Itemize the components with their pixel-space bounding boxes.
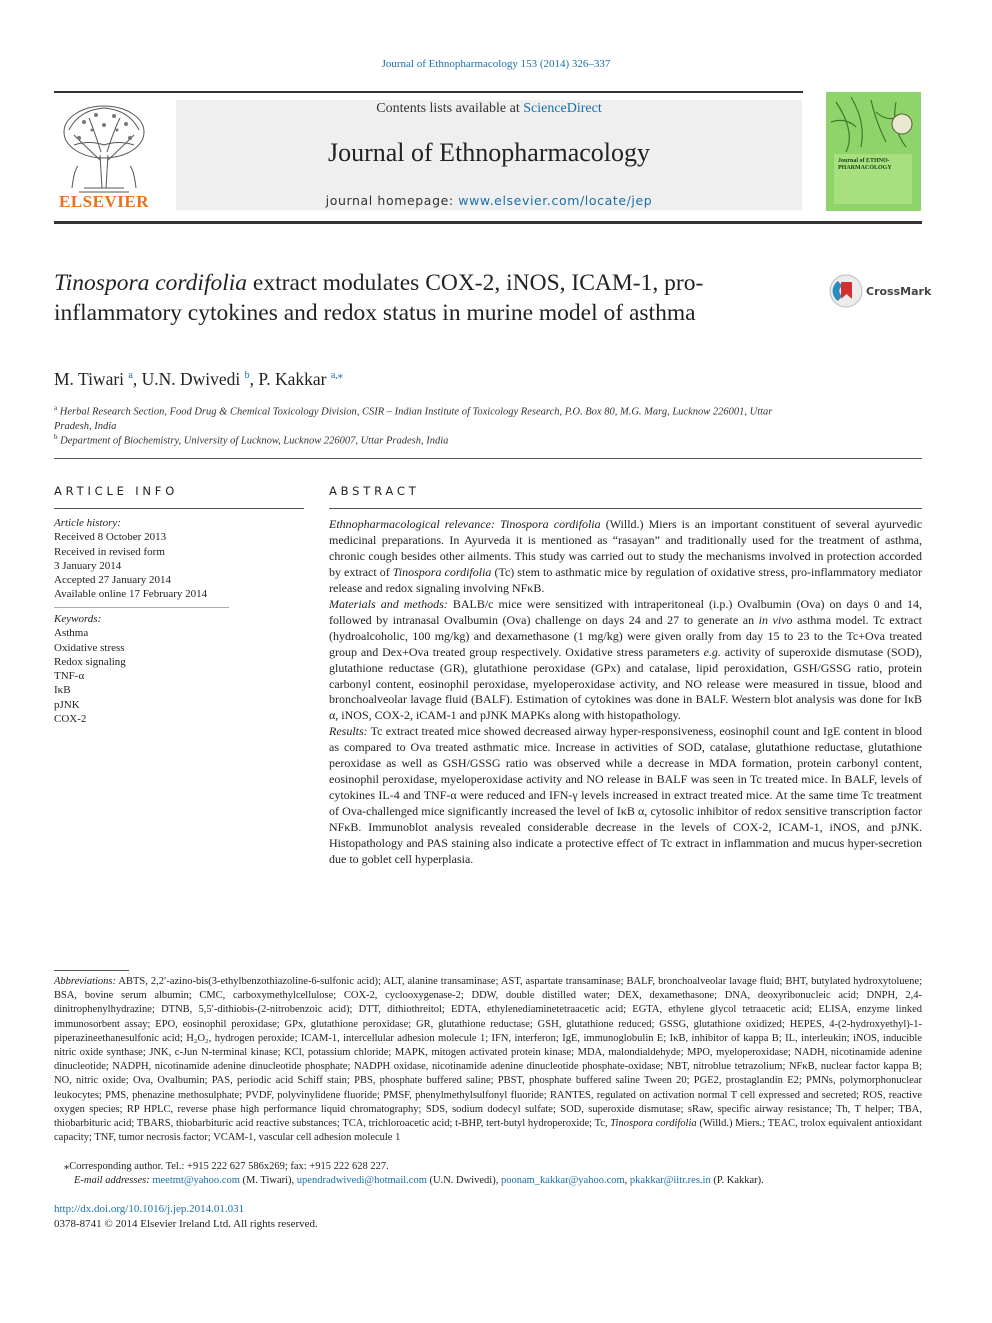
keyword: Redox signaling (54, 655, 126, 668)
affil-text: Herbal Research Section, Food Drug & Chemical Toxicology Division, CSIR – Indian Institute of Toxicology Research, P.O. Box 80, M.G. Marg, Lucknow 226001, Uttar Pradesh, India (54, 406, 773, 432)
keyword: pJNK (54, 698, 80, 711)
keywords-rule (54, 607, 229, 608)
keywords-label: Keywords: (54, 613, 102, 625)
methods-italic: in vivo (758, 612, 793, 627)
email-separator: , (624, 1175, 630, 1186)
contents-prefix: Contents lists available at (376, 101, 524, 116)
methods-text: BALB/c mice were sensitized with intraperitoneal (i.p.) Ovalbumin (Ova) on days 0 and 14, followed by intranasal Ovalbumin (Ova) challenge on days 24 and 27 to generate an (329, 596, 923, 627)
author-affil-mark[interactable]: b (244, 370, 250, 382)
abstract-rule (329, 508, 922, 509)
footnote-rule (54, 970, 129, 971)
affil-mark: a (54, 404, 58, 412)
relevance-heading: Ethnopharmacological relevance: (329, 517, 495, 531)
abstract-heading: ABSTRACT (329, 484, 420, 498)
journal-title: Journal of Ethnopharmacology (327, 138, 651, 167)
affiliation-b (54, 430, 804, 449)
abbrev-heading: Abbreviations: (54, 976, 117, 987)
email-owner: (U.N. Dwivedi), (426, 1175, 501, 1186)
sciencedirect-link[interactable]: ScienceDirect (523, 101, 602, 116)
email-link[interactable]: poonam_kakkar@yahoo.com (500, 1175, 625, 1186)
affil-text: Department of Biochemistry, University of Lucknow, Lucknow 226007, Uttar Pradesh, India (60, 435, 449, 447)
author-list: M. Tiwari $^a$, U.N. Dwivedi $^b$, P. Kakkar $^{a,⁎}$ (54, 369, 343, 389)
abbrev-text: ABTS, 2,2′-azino-bis(3-ethylbenzothiazoline-6-sulfonic acid); ALT, alanine transaminase; AST, aspartate transaminase; BALF, bronchoalveolar lavage fluid; BHT, butylated hydroxytoluene; BSA, bovine serum albumin; CMC, carboxymethylcellulose; COX-2, cyclooxygenase-2; DDW, double distilled water; DEX, dexamethasone; DNA, deoxyribonucleic acid; DNPH, 2,4-dinitrophenylhydrazine; DTNB, 5,5′-dithiobis-(2-nitrobenzoic acid); DTT, dithiothreitol; EDTA, ethylenediaminetetraacetic acid; EGTA, ethylene glycol tetraacetic acid; ELISA, enzyme linked immunosorbent assay; EPO, eosinophil peroxidase; GPx, glutathione peroxidase; GR, glutathione reductase; GSH, glutathione reduced; GSSG, glutathione oxidized; HEPES, 4-(2-hydroxyethyl)-1-piperazineethanesulfonic acid; H₂O₂, hydrogen peroxide; ICAM-1, intercellular adhesion molecule 1; IFN, interferon; IgE, immunoglobulin E; IκB, inhibitor of kappa B; IL, interleukin; iNOS, inducible nitric oxide synthase; JNK, c-Jun N-terminal kinase; KCl, potassium chloride; MAPK, mitogen activated protein kinase; MDA, malondialdehyde; MPO, myeloperoxidase; NADH, nicotinamide adenine dinucleotide; NADPH, nicotinamide adenine dinucleotide phosphate; NADPH oxidase, nicotinamide adenine dinucleotide phosphate-oxidase; NBT, nitroblue tetrazolium; NFκB, nuclear factor kappa B; NO, nitric oxide; Ova, Ovalbumin; PAS, periodic acid Schiff stain; PBS, phosphate buffered saline; PBST, phosphate buffered saline Tween 20; PGE2, prostaglandin E2; PMNs, polymorphonuclear leukocytes; PMS, phenazine methosulphate; PVDF, polyvinylidene fluoride; PMSF, phenylmethylsulfonyl fluoride; RANTES, regulated on activation normal T cell expressed and secreted; ROS, reactive oxygen species; RP HPLC, reverse phase high performance liquid chromatography; SDS, sodium dodecyl sulfate; SOD, superoxide dismutase; sRaw, specific airway resistance; Th, T helper; TBA, thiobarbituric acid; TBARS, thiobarbituric acid reactive substances; TCA, trichloroacetic acid; t-BHP, tert-butyl hydroperoxide; Tc, (54, 976, 922, 1130)
abstract-relevance (329, 517, 922, 597)
email-link[interactable]: meetmt@yahoo.com (152, 1175, 240, 1186)
header-bottom-rule (54, 221, 922, 224)
email-link[interactable]: upendradwivedi@hotmail.com (296, 1175, 427, 1186)
cover-title: Journal of ETHNO-PHARMACOLOGY (838, 158, 892, 171)
keyword: COX-2 (54, 713, 87, 726)
title-rest: extract modulates COX-2, iNOS, ICAM-1, pro-inflammatory cytokines and redox status in murine model of asthma (54, 270, 704, 326)
doi-link[interactable]: http://dx.doi.org/10.1016/j.jep.2014.01.031 (54, 1203, 245, 1215)
author-name[interactable]: M. Tiwari (54, 369, 125, 389)
abbrev-text: (Willd.) Miers.; TEAC, trolox equivalent antioxidant capacity; TNF, tumor necrosis factor; VCAM-1, vascular cell adhesion molecule 1 (54, 1118, 922, 1144)
journal-homepage (176, 193, 802, 208)
keyword: Asthma (54, 627, 89, 640)
abstract-methods (329, 597, 922, 725)
journal-cover-thumbnail[interactable] (826, 92, 921, 211)
methods-text: asthma model. Tc extract (hydroalcoholic, 100 mg/kg) and dexamethasone (1 mg/kg) were given orally from day 15 to 23 to the Tc+Ova treated group and Dex+Ova treated group respectively. Oxidative stress parameters (329, 612, 922, 659)
history-label: Article history: (54, 517, 121, 529)
keyword: TNF-α (54, 670, 85, 683)
elsevier-logo-text[interactable]: ELSEVIER (59, 192, 149, 211)
crossmark-icon[interactable] (829, 274, 863, 308)
header-top-rule (54, 91, 803, 93)
author-affil-mark[interactable]: a (128, 370, 133, 382)
results-text: Tc extract treated mice showed decreased airway hyper-responsiveness, eosinophil count and IgE content in blood as compared to Ova treated asthmatic mice. Increase in activities of SOD, catalase, glutathione reductase, glutathione peroxidase as well as GSH/GSSG ratio was observed while a decrease in MDA formation, protein carbonyl content, eosinophil peroxidase, myeloperoxidase activity and NO release in BALF was seen in Tc treated mice. In BALF, levels of cytokines IL-4 and TNF-α were reduced and IFN-γ levels increased in extract treated mice. At the same time Tc treatment of Ova-challenged mice significantly increased the level of IκB α, cytosolic inhibitor of redox sensitive transcription factor NFκB. Immunoblot analysis revealed considerable decrease in the levels of COX-2, ICAM-1, iNOS, and pJNK. Histopathology and PAS staining also indicate a protective effect of Tc extract in inflammation and mucus hyper-secretion due to goblet cell hyperplasia. (329, 724, 922, 867)
keywords (54, 612, 284, 726)
article-info-rule (54, 508, 304, 509)
article-info-heading: ARTICLE INFO (54, 484, 179, 498)
abbreviations-footnote (54, 975, 922, 1145)
email-addresses (54, 1174, 942, 1188)
abstract-body (329, 517, 922, 868)
methods-heading: Materials and methods: (329, 596, 448, 611)
cover-art-icon (826, 92, 921, 211)
contents-line (176, 101, 802, 117)
methods-italic: e.g. (703, 644, 721, 659)
email-link[interactable]: pkakkar@iitr.res.in (629, 1175, 711, 1186)
article-history (54, 516, 284, 602)
abbrev-species: Tinospora cordifolia (610, 1118, 697, 1130)
affil-mark: b (54, 433, 58, 441)
history-item: 3 January 2014 (54, 559, 122, 572)
abstract-results (329, 724, 922, 868)
keyword: Oxidative stress (54, 641, 125, 654)
history-item: Received in revised form (54, 545, 165, 558)
history-item: Accepted 27 January 2014 (54, 574, 171, 587)
copyright-line: 0378-8741 © 2014 Elsevier Ireland Ltd. All rights reserved. (54, 1218, 318, 1230)
crossmark-label[interactable]: CrossMark (866, 285, 932, 298)
corresponding-author: ⁎Corresponding author. Tel.: +915 222 627 586x269; fax: +915 222 628 227. (64, 1161, 389, 1172)
email-owner: (P. Kakkar). (710, 1175, 764, 1186)
keyword: IκB (54, 684, 71, 697)
history-item: Received 8 October 2013 (54, 531, 167, 544)
homepage-link[interactable]: www.elsevier.com/locate/jep (458, 193, 653, 208)
homepage-prefix: journal homepage: (325, 193, 459, 208)
relevance-text: (Tc) stem to asthmatic mice by regulation of oxidative stress, pro-inflammatory mediator release and redox signaling involving NFκB. (329, 564, 922, 595)
species-name: Tinospora cordifolia (500, 517, 601, 531)
section-rule (54, 458, 922, 459)
title-species: Tinospora cordifolia (54, 270, 248, 296)
email-owner: (M. Tiwari), (239, 1175, 297, 1186)
article-title (54, 268, 754, 328)
species-name: Tinospora cordifolia (392, 564, 492, 579)
results-heading: Results: (329, 724, 368, 739)
author-name[interactable]: U.N. Dwivedi (141, 369, 241, 389)
author-name[interactable]: P. Kakkar (258, 369, 327, 389)
email-label: E-mail addresses: (74, 1175, 150, 1186)
history-item: Available online 17 February 2014 (54, 588, 208, 601)
relevance-text: (Willd.) Miers is an important constituent of several ayurvedic medicinal preparations. In Ayurveda it is mentioned as “rasayan” and traditionally used for the treatment of asthma, chronic cough besides other ailments. This study was carried out to study the mechanisms involved in protection accorded by extract of (329, 517, 923, 579)
methods-text: activity of superoxide dismutase (SOD), glutathione reductase (GR), glutathione peroxidase (GPx) and catalase, lipid peroxidation, GSH/GSSG ratio, protein carbonyl content, eosinophil peroxidase, myeloperoxidase activity, and NO release were measured in tissue, blood and bronchoalveolar lavage fluid (BALF). Estimation of cytokines was done in BALF. Western blot analysis was done for IκB α, iNOS, COX-2, iCAM-1 and pJNK MAPKs along with histopathology. (329, 644, 922, 723)
author-affil-mark[interactable]: a,⁎ (330, 370, 343, 382)
journal-citation[interactable]: Journal of Ethnopharmacology 153 (2014) 326–337 (381, 58, 611, 70)
